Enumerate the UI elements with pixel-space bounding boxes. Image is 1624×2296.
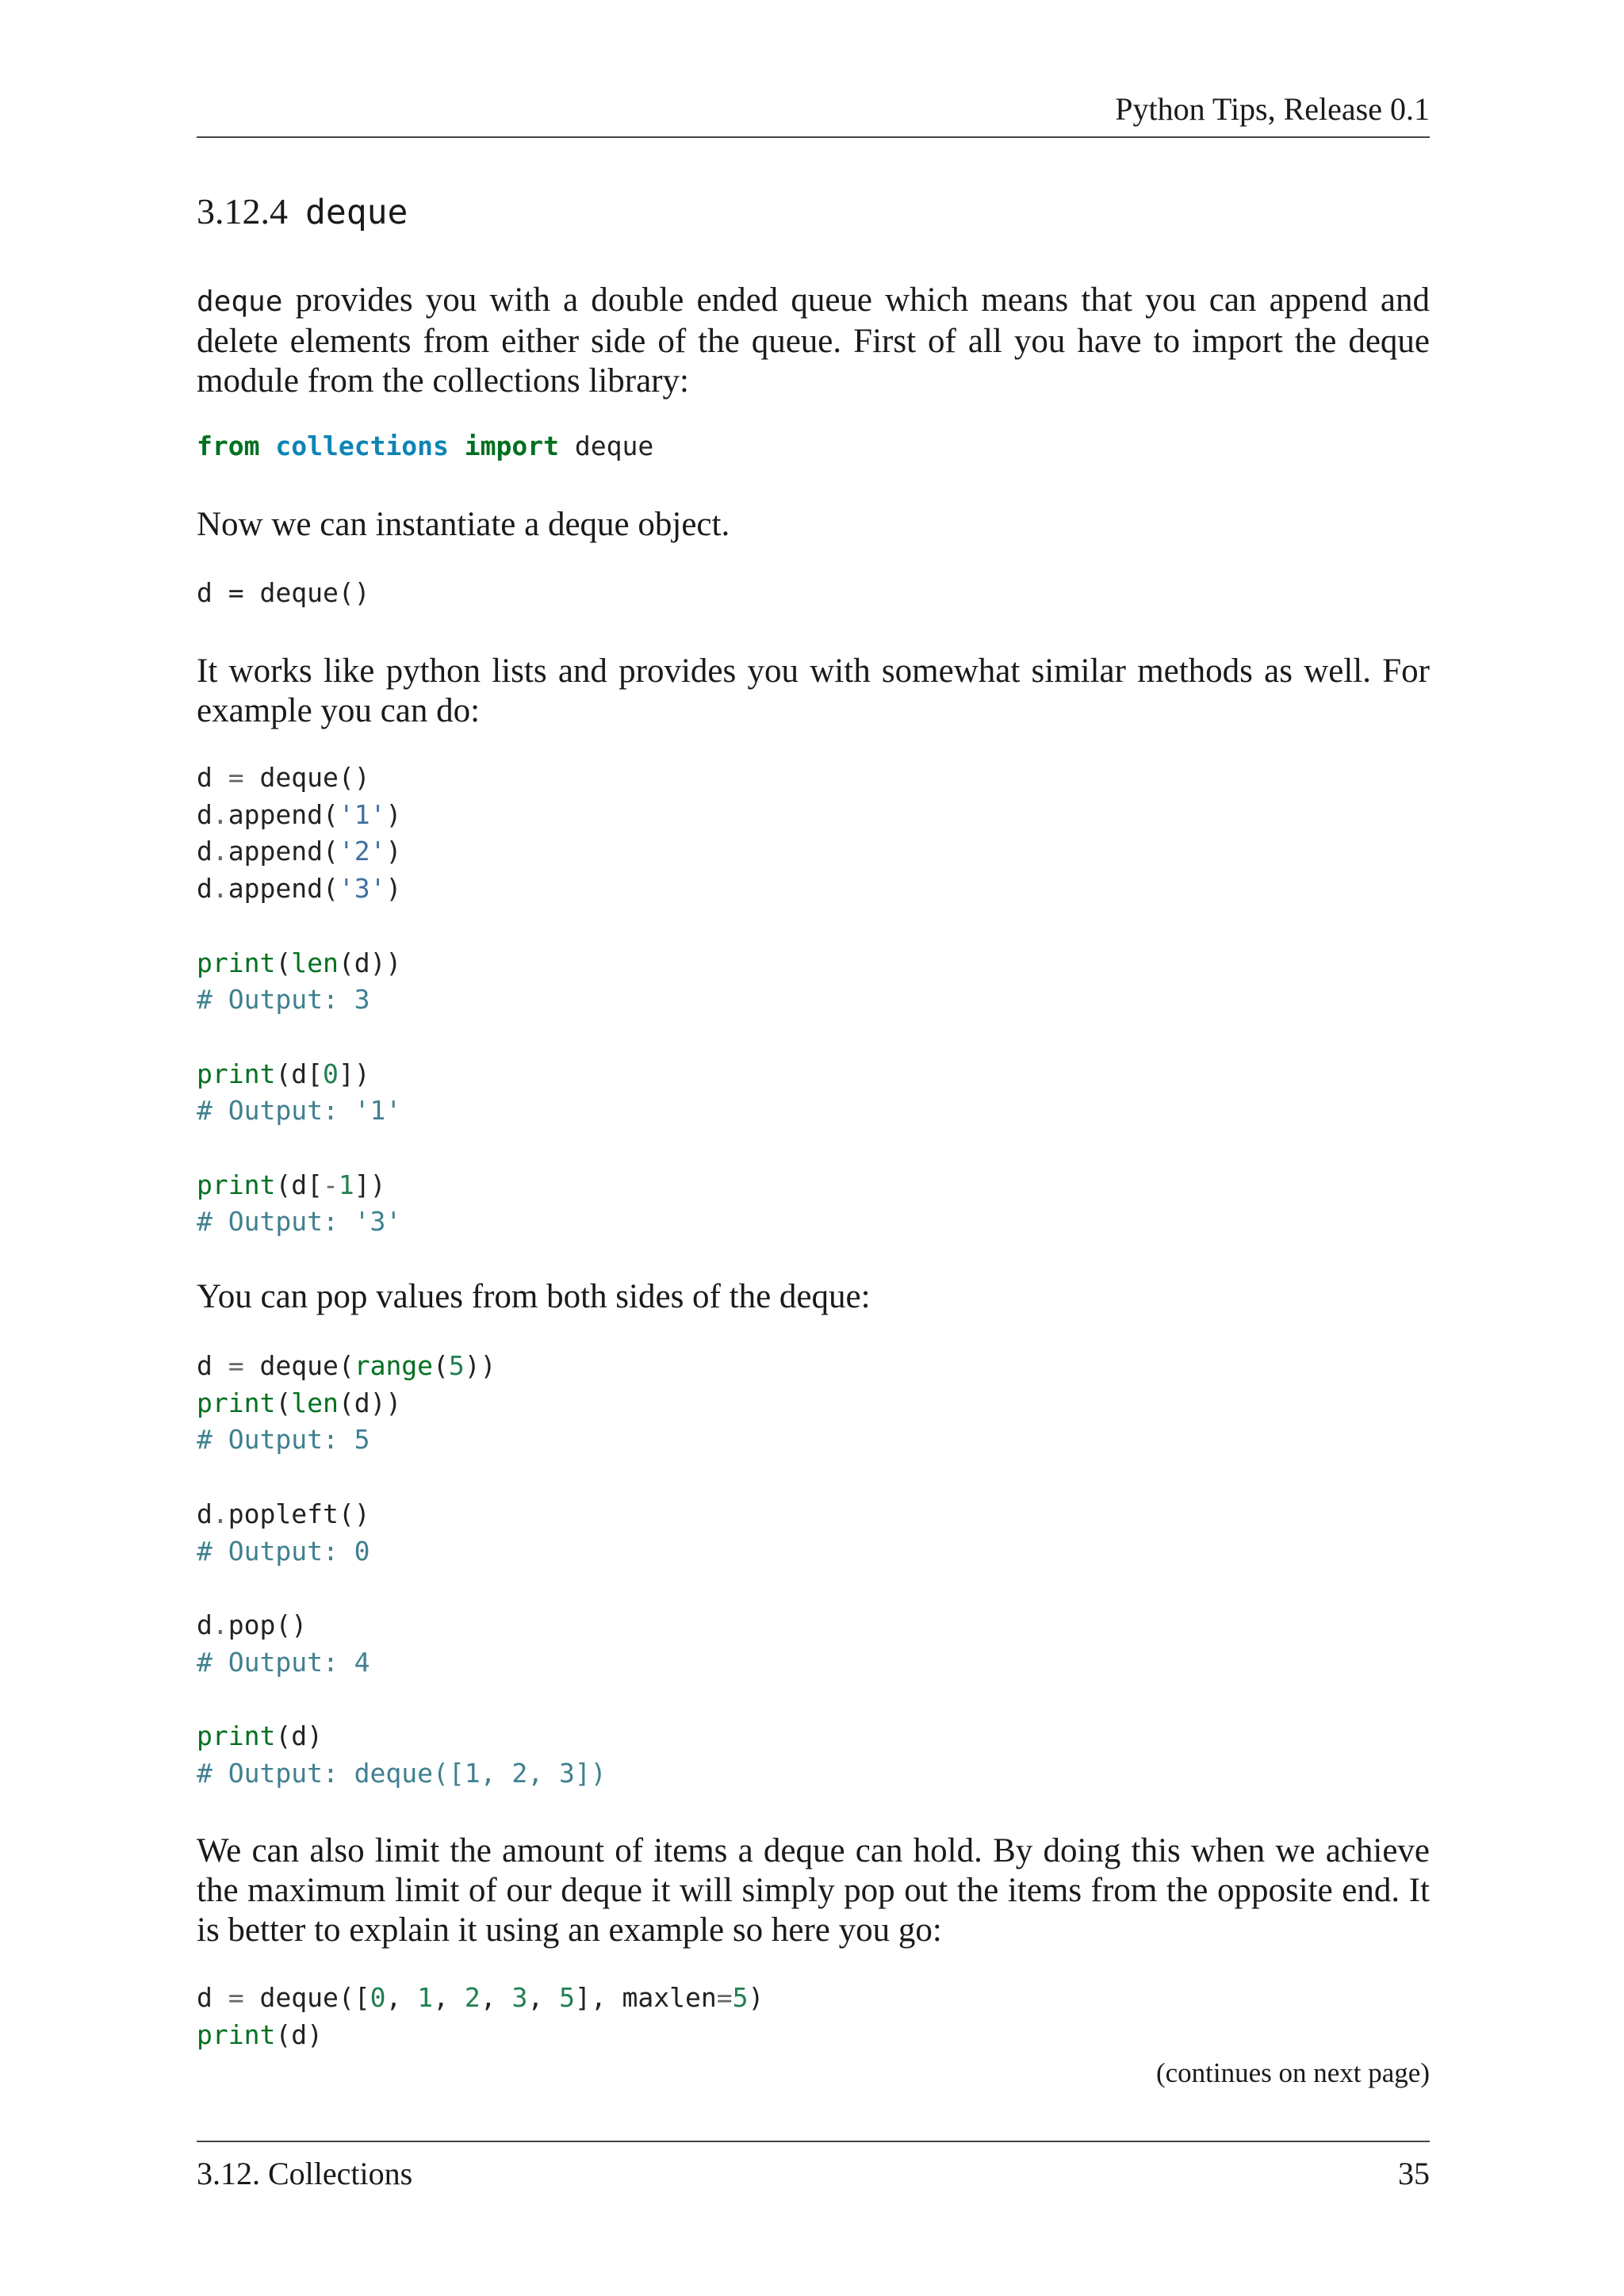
footer-page-number: 35 xyxy=(1398,2156,1430,2191)
code-keyword-import: import xyxy=(464,430,559,461)
code-block-instantiate xyxy=(197,575,370,612)
paragraph-list-like: It works like python lists and provides you with somewhat similar methods as well. For example you can do: xyxy=(197,652,1430,729)
code-import-name: deque xyxy=(574,430,654,461)
continues-note: (continues on next page) xyxy=(1155,2057,1430,2088)
page-footer xyxy=(197,2141,1430,2191)
footer-section: 3.12. Collections xyxy=(197,2156,413,2191)
paragraph-intro-text: provides you with a double ended queue which means that you can append and delete elements from either side of the queue. First of all you have to import the deque module from the collections library: xyxy=(197,281,1430,400)
page-header xyxy=(197,89,1430,138)
code-block-import xyxy=(197,428,653,465)
paragraph-intro xyxy=(197,281,1430,401)
paragraph-pop: You can pop values from both sides of the deque: xyxy=(197,1278,871,1315)
code-module-name: collections xyxy=(275,430,449,461)
section-number: 3.12.4 xyxy=(197,191,288,232)
code-block-pop: d = deque(range(5)) print(len(d)) # Output: 5 d.popleft() # Output: 0 d.pop() # Output: 4 print(d) # Output: deque([1, 2, 3]) xyxy=(197,1350,607,1789)
code-block-append: d = deque() d.append('1') d.append('2') d.append('3') print(len(d)) # Output: 3 print(d[0]) # Output: '1' print(d[-1]) # Output: '3' xyxy=(197,762,402,1238)
header-title: Python Tips, Release 0.1 xyxy=(1115,91,1430,127)
code-keyword-from: from xyxy=(197,430,260,461)
section-title: deque xyxy=(305,193,408,232)
code-line: d = deque() xyxy=(197,577,370,608)
document-page xyxy=(197,0,1430,2296)
section-heading xyxy=(197,190,408,232)
inline-code-deque: deque xyxy=(197,285,283,318)
paragraph-maxlen: We can also limit the amount of items a deque can hold. By doing this when we achieve the maximum limit of our deque it will simply pop out the items from the opposite end. It is better to explain it using an example so here you go: xyxy=(197,1832,1430,1949)
code-block-maxlen: d = deque([0, 1, 2, 3, 5], maxlen=5) print(d) xyxy=(197,1982,764,2050)
paragraph-instantiate: Now we can instantiate a deque object. xyxy=(197,506,730,543)
